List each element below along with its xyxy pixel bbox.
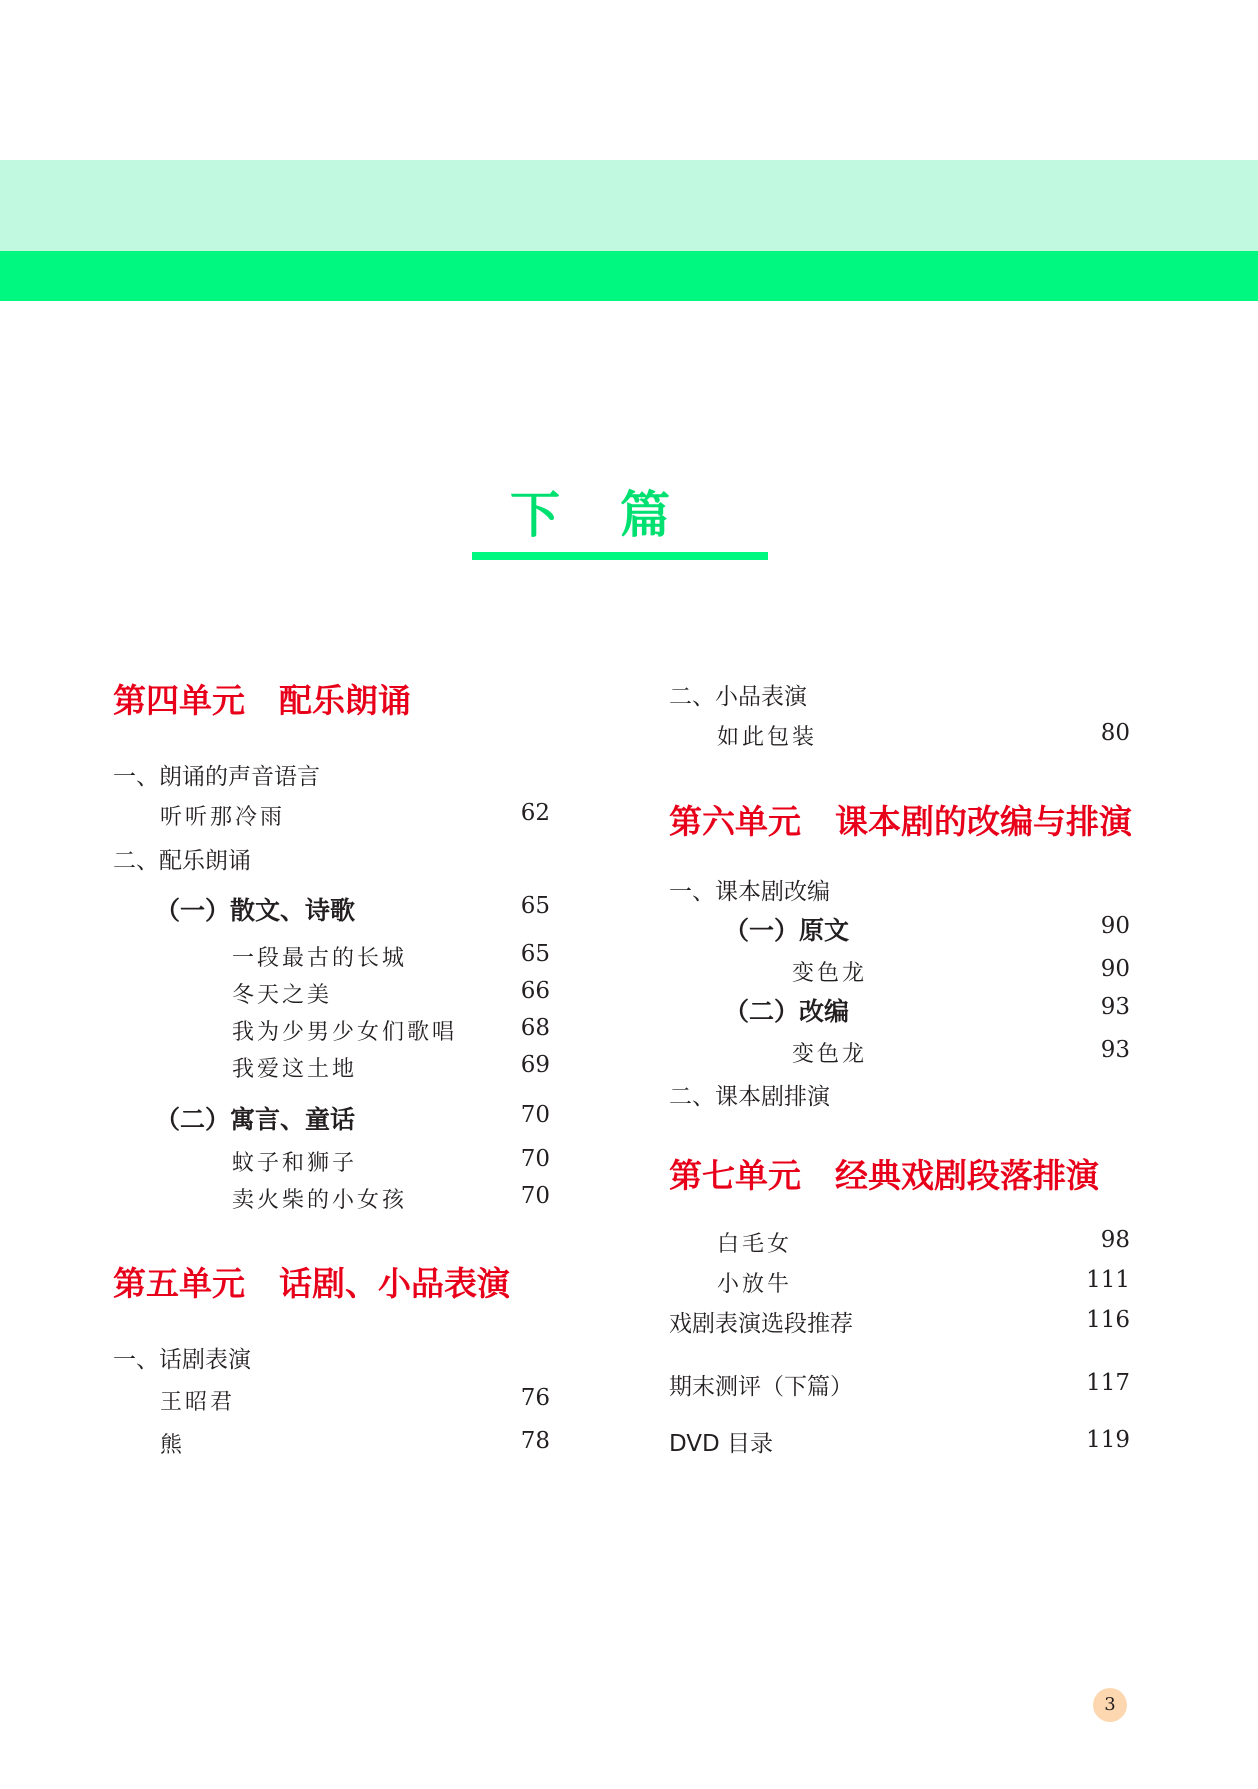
recommended-excerpts-link[interactable]: 戏剧表演选段推荐 bbox=[669, 1311, 853, 1337]
section-heading[interactable]: 二、小品表演 bbox=[669, 684, 807, 710]
toc-entry-page: 90 bbox=[1100, 913, 1130, 939]
toc-entry-title[interactable]: 熊 bbox=[160, 1433, 186, 1458]
final-exam-link[interactable]: 期末测评（下篇） bbox=[669, 1374, 853, 1400]
toc-entry-page: 93 bbox=[1100, 994, 1130, 1020]
toc-entry-page: 80 bbox=[1100, 720, 1130, 746]
toc-entry-page: 68 bbox=[520, 1015, 550, 1041]
toc-entry-title[interactable]: 变色龙 bbox=[792, 961, 868, 986]
unit-name: 课本剧的改编与排演 bbox=[835, 802, 1132, 841]
toc-entry-title[interactable]: 我为少男少女们歌唱 bbox=[232, 1020, 458, 1045]
subsection-heading[interactable]: （一）散文、诗歌 bbox=[155, 896, 356, 925]
toc-entry-title[interactable]: 卖火柴的小女孩 bbox=[232, 1188, 408, 1213]
toc-entry-page: 65 bbox=[520, 941, 550, 967]
toc-entry-title[interactable]: 我爱这土地 bbox=[232, 1057, 358, 1082]
subsection-heading[interactable]: （二）寓言、童话 bbox=[155, 1105, 356, 1134]
toc-entry-title[interactable]: 听听那冷雨 bbox=[160, 805, 286, 830]
toc-entry-title[interactable]: 冬天之美 bbox=[232, 983, 333, 1008]
toc-entry-title[interactable]: 王昭君 bbox=[160, 1390, 236, 1415]
toc-entry-page: 111 bbox=[1086, 1267, 1130, 1293]
unit-6-heading[interactable] bbox=[669, 796, 1132, 843]
part-title: 下篇 bbox=[510, 485, 730, 544]
toc-entry-title[interactable]: 蚊子和狮子 bbox=[232, 1151, 358, 1176]
toc-entry-title[interactable]: 如此包装 bbox=[717, 725, 818, 750]
section-heading[interactable]: 一、课本剧改编 bbox=[669, 879, 830, 905]
unit-7-heading[interactable] bbox=[669, 1150, 1099, 1197]
toc-entry-page: 62 bbox=[520, 800, 550, 826]
unit-name: 经典戏剧段落排演 bbox=[835, 1156, 1099, 1195]
toc-entry-page: 119 bbox=[1086, 1427, 1130, 1453]
toc-entry-title[interactable]: 一段最古的长城 bbox=[232, 946, 408, 971]
toc-entry-page: 66 bbox=[520, 978, 550, 1004]
section-heading[interactable]: 一、朗诵的声音语言 bbox=[113, 764, 320, 790]
unit-number: 第五单元 bbox=[113, 1264, 245, 1303]
unit-number: 第七单元 bbox=[669, 1156, 801, 1195]
toc-entry-page: 76 bbox=[520, 1385, 550, 1411]
unit-number: 第四单元 bbox=[113, 681, 245, 720]
toc-entry-title[interactable]: 白毛女 bbox=[717, 1232, 793, 1257]
header-band-dark bbox=[0, 251, 1258, 301]
unit-number: 第六单元 bbox=[669, 802, 801, 841]
header-band-light bbox=[0, 160, 1258, 251]
toc-entry-page: 78 bbox=[520, 1428, 550, 1454]
dvd-contents-link[interactable]: DVD 目录 bbox=[669, 1431, 774, 1457]
part-title-underline bbox=[472, 552, 768, 560]
toc-entry-page: 117 bbox=[1086, 1370, 1130, 1396]
toc-entry-page: 70 bbox=[520, 1183, 550, 1209]
section-heading[interactable]: 二、课本剧排演 bbox=[669, 1084, 830, 1110]
toc-entry-page: 70 bbox=[520, 1146, 550, 1172]
unit-4-heading[interactable] bbox=[113, 675, 411, 722]
unit-5-heading[interactable] bbox=[113, 1258, 510, 1305]
toc-entry-page: 90 bbox=[1100, 956, 1130, 982]
unit-name: 话剧、小品表演 bbox=[279, 1264, 510, 1303]
toc-entry-page: 116 bbox=[1086, 1307, 1130, 1333]
subsection-heading[interactable]: （一）原文 bbox=[724, 916, 850, 945]
toc-entry-title[interactable]: 小放牛 bbox=[717, 1272, 793, 1297]
toc-entry-page: 70 bbox=[520, 1102, 550, 1128]
section-heading[interactable]: 一、话剧表演 bbox=[113, 1347, 251, 1373]
toc-entry-page: 69 bbox=[520, 1052, 550, 1078]
subsection-heading[interactable]: （二）改编 bbox=[724, 997, 850, 1026]
toc-entry-page: 98 bbox=[1100, 1227, 1130, 1253]
toc-entry-page: 65 bbox=[520, 893, 550, 919]
page-number-badge: 3 bbox=[1093, 1688, 1127, 1722]
unit-name: 配乐朗诵 bbox=[279, 681, 411, 720]
toc-entry-page: 93 bbox=[1100, 1037, 1130, 1063]
section-heading[interactable]: 二、配乐朗诵 bbox=[113, 848, 251, 874]
toc-entry-title[interactable]: 变色龙 bbox=[792, 1042, 868, 1067]
